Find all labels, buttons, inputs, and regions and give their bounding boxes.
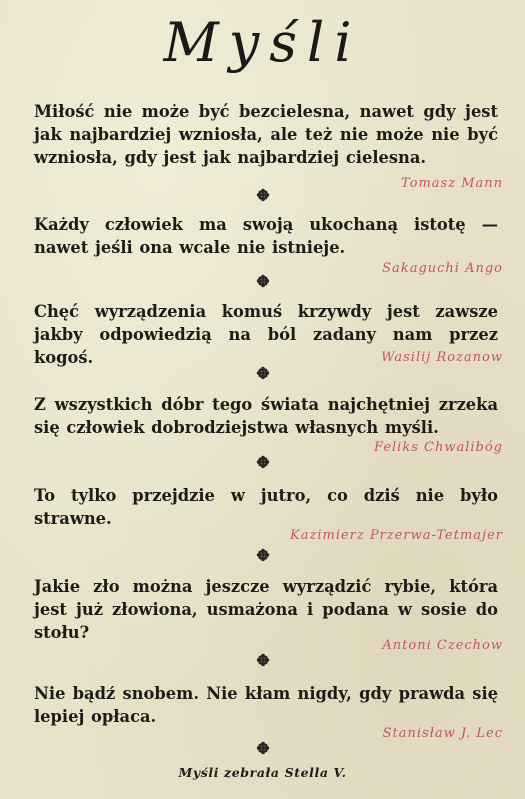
quote-text: Każdy człowiek ma swoją ukochaną istotę — nawet jeśli ona wcale nie istnieje.	[34, 215, 498, 257]
page-title: Myśli	[163, 11, 362, 74]
separator	[0, 186, 525, 204]
quote-text: Nie bądź snobem. Nie kłam nigdy, gdy prawda się lepiej opłaca.	[34, 684, 498, 726]
separator	[0, 546, 525, 564]
flower-ornament-icon	[256, 455, 270, 469]
quote-author: Sakaguchi Ango	[382, 261, 503, 276]
separator	[0, 272, 525, 290]
quote-author: Wasilij Rozanow	[381, 350, 503, 365]
flower-ornament-icon	[256, 548, 270, 562]
flower-ornament-icon	[256, 274, 270, 288]
separator	[0, 651, 525, 669]
separator	[0, 739, 525, 757]
separator	[0, 364, 525, 382]
quote-text: Jakie zło można jeszcze wyrządzić rybie, która jest już złowiona, usmażona i podana w sosie do stołu?	[34, 577, 498, 642]
quote-author: Antoni Czechow	[382, 638, 503, 653]
flower-ornament-icon	[256, 188, 270, 202]
quote-text: Miłość nie może być bezcielesna, nawet gdy jest jak najbardziej wzniosła, ale też nie może nie być wzniosła, gdy jest jak najbardziej cielesna.	[34, 102, 498, 167]
flower-ornament-icon	[256, 741, 270, 755]
quote-text: Z wszystkich dóbr tego świata najchętniej zrzeka się człowiek dobrodziejstwa własnych myśli.	[34, 395, 498, 437]
quote-author: Tomasz Mann	[400, 176, 503, 191]
collection-credit: Myśli zebrała Stella V.	[178, 765, 347, 780]
flower-ornament-icon	[256, 653, 270, 667]
quote-author: Feliks Chwalibóg	[374, 440, 503, 455]
flower-ornament-icon	[256, 366, 270, 380]
separator	[0, 453, 525, 471]
quote-author: Stanisław J. Lec	[382, 726, 503, 741]
quote-author: Kazimierz Przerwa-Tetmajer	[290, 528, 503, 543]
quote-text: Chęć wyrządzenia komuś krzywdy jest zawsze jakby odpowiedzią na ból zadany nam przez kogoś.	[34, 302, 498, 367]
quote-text: To tylko przejdzie w jutro, co dziś nie było strawne.	[34, 486, 498, 528]
